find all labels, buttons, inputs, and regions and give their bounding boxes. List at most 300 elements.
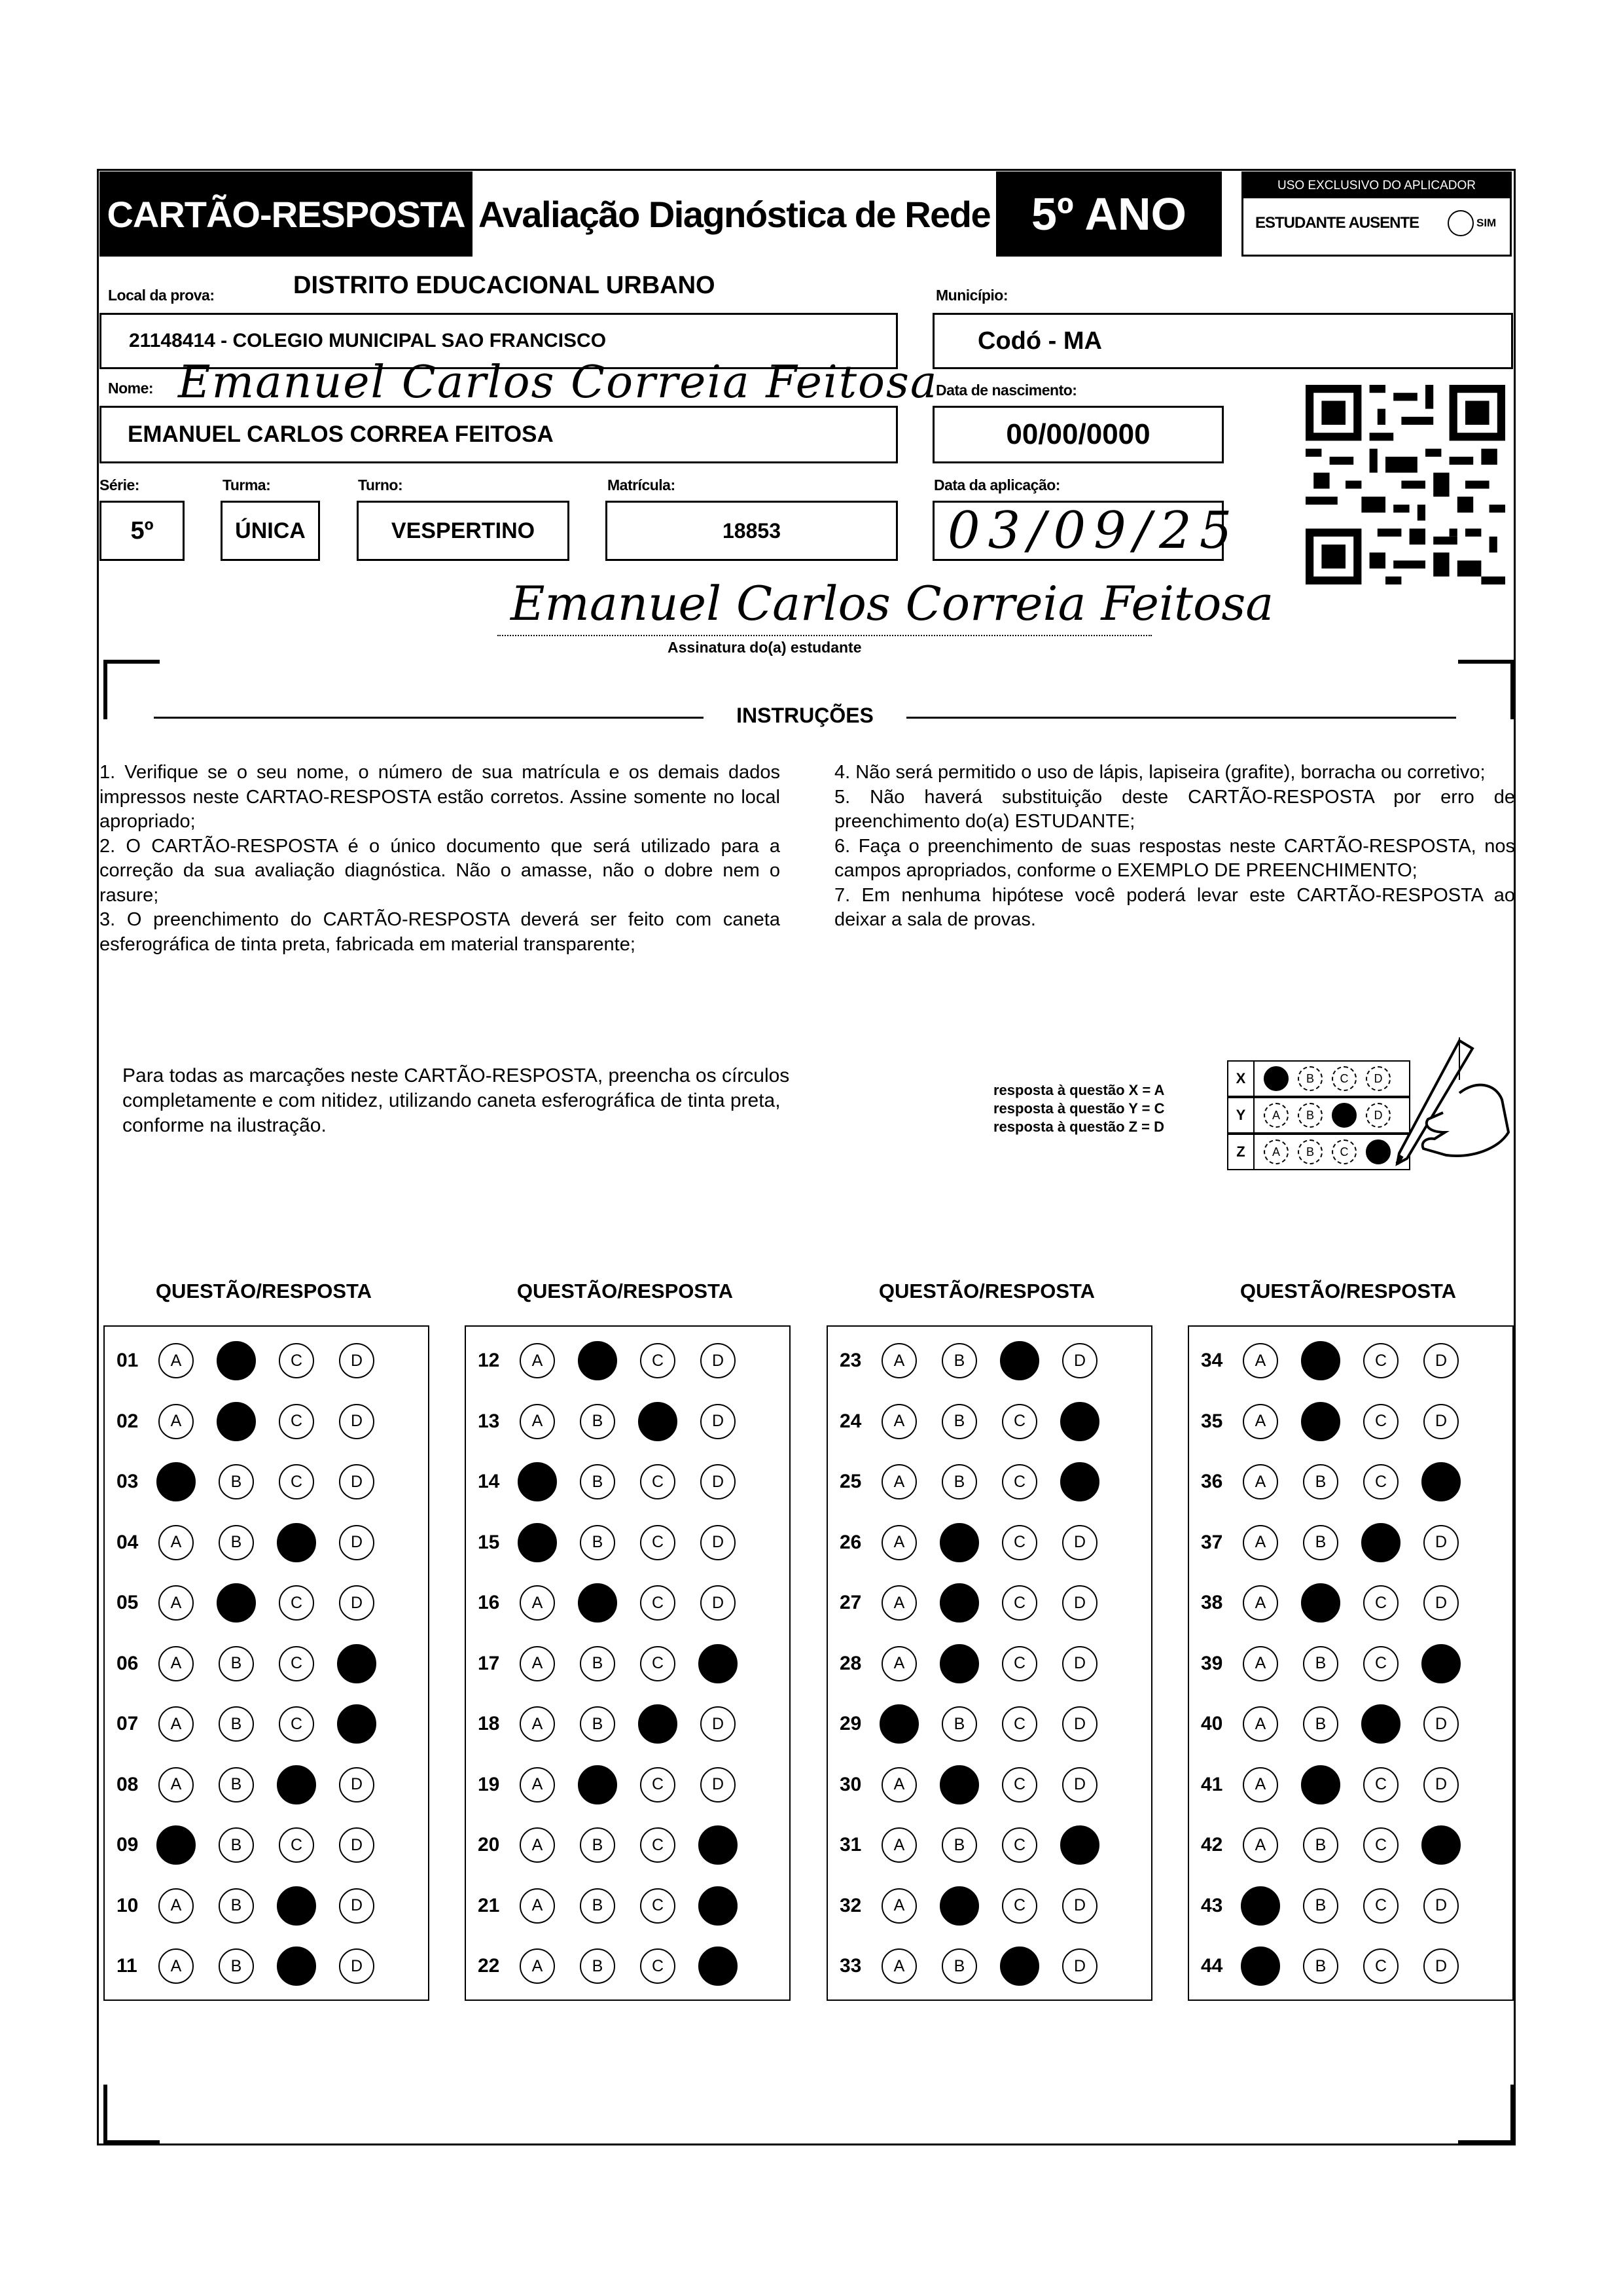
answer-bubble-c[interactable]: C (279, 1343, 314, 1378)
answer-bubble-b[interactable]: B (1303, 1646, 1338, 1681)
answer-bubble-d[interactable]: D (339, 1585, 374, 1621)
answer-bubble-a[interactable]: A (518, 1523, 557, 1562)
answer-column-4 (1188, 1325, 1514, 2001)
question-row-03 (105, 1456, 399, 1508)
answer-bubble-a[interactable]: A (520, 1585, 555, 1621)
answer-bubble-c[interactable]: C (638, 1704, 677, 1744)
answer-bubble-b[interactable]: B (942, 1464, 977, 1499)
answer-bubble-d[interactable]: D (1060, 1402, 1099, 1441)
answer-bubble-b[interactable]: B (580, 1706, 615, 1742)
student-signature: Emanuel Carlos Correia Feitosa (510, 576, 1274, 631)
instruction-item: 5. Não haverá substituição deste CARTÃO-RESPOSTA por erro de preenchimento do(a) ESTUDANTE; (834, 786, 1515, 832)
answer-bubble-c[interactable]: C (1363, 1888, 1399, 1924)
absent-label: ESTUDANTE AUSENTE (1255, 214, 1419, 232)
question-number: 39 (1201, 1652, 1223, 1674)
question-number: 34 (1201, 1350, 1223, 1371)
question-number: 32 (840, 1894, 862, 1916)
answer-bubble-c[interactable]: C (640, 1948, 675, 1984)
answer-bubble-a[interactable]: A (520, 1646, 555, 1681)
answer-bubble-b[interactable]: B (942, 1827, 977, 1863)
answer-bubble-c[interactable]: C (1363, 1767, 1399, 1803)
answer-bubble-d[interactable]: D (1421, 1462, 1461, 1501)
answer-bubble-c[interactable]: C (279, 1464, 314, 1499)
answer-header-4: QUESTÃO/RESPOSTA (1240, 1280, 1457, 1302)
question-number: 14 (478, 1471, 500, 1492)
answer-bubble-c[interactable]: C (279, 1404, 314, 1439)
question-row-32 (828, 1880, 1122, 1932)
example-row-label: Y (1228, 1098, 1255, 1132)
answer-bubble-a[interactable]: A (520, 1948, 555, 1984)
answer-bubble-b[interactable]: B (219, 1948, 254, 1984)
question-row-43 (1189, 1880, 1484, 1932)
answer-bubble-d[interactable]: D (1062, 1888, 1097, 1924)
answer-bubble-a[interactable]: A (882, 1525, 917, 1560)
answer-bubble-d[interactable]: D (1060, 1462, 1099, 1501)
answer-bubble-d[interactable]: D (1423, 1948, 1459, 1984)
question-number: 16 (478, 1592, 500, 1613)
serie-field (99, 501, 185, 561)
answer-bubble-d[interactable]: D (1423, 1706, 1459, 1742)
answer-bubble-b[interactable]: B (219, 1464, 254, 1499)
question-number: 33 (840, 1955, 862, 1977)
answer-bubble-c[interactable]: C (640, 1525, 675, 1560)
answer-bubble-a[interactable]: A (1243, 1585, 1278, 1621)
answer-bubble-c[interactable]: C (1002, 1827, 1037, 1863)
question-row-01 (105, 1335, 399, 1387)
answer-bubble-c[interactable]: C (640, 1585, 675, 1621)
example-bubble-d: D (1366, 1139, 1391, 1164)
answer-bubble-b[interactable]: B (217, 1583, 256, 1623)
signature-line (497, 635, 1152, 636)
matricula-value: 18853 (722, 518, 781, 543)
answer-bubble-c[interactable]: C (1363, 1343, 1399, 1378)
question-row-35 (1189, 1395, 1484, 1448)
question-number: 41 (1201, 1773, 1223, 1795)
answer-bubble-d[interactable]: D (1423, 1585, 1459, 1621)
nascimento-label: Data de nascimento: (936, 382, 1077, 399)
question-row-29 (828, 1698, 1122, 1750)
answer-bubble-a[interactable]: A (1243, 1767, 1278, 1803)
question-number: 04 (116, 1531, 139, 1553)
answer-bubble-b[interactable]: B (219, 1706, 254, 1742)
answer-bubble-b[interactable]: B (580, 1646, 615, 1681)
question-number: 27 (840, 1592, 862, 1613)
question-number: 36 (1201, 1471, 1223, 1492)
answer-bubble-a[interactable]: A (882, 1948, 917, 1984)
answer-bubble-b[interactable]: B (219, 1525, 254, 1560)
question-row-07 (105, 1698, 399, 1750)
question-number: 28 (840, 1652, 862, 1674)
answer-bubble-b[interactable]: B (942, 1404, 977, 1439)
answer-column-1 (103, 1325, 429, 2001)
answer-bubble-c[interactable]: C (1363, 1585, 1399, 1621)
absent-yes-label: SIM (1476, 217, 1497, 229)
question-row-34 (1189, 1335, 1484, 1387)
instruction-item: 3. O preenchimento do CARTÃO-RESPOSTA deverá ser feito com caneta esferográfica de tinta preta, fabricada em material transparente; (99, 909, 780, 955)
answer-bubble-a[interactable]: A (158, 1343, 194, 1378)
answer-bubble-b[interactable]: B (580, 1888, 615, 1924)
answer-bubble-b[interactable]: B (940, 1765, 979, 1804)
answer-bubble-a[interactable]: A (1243, 1646, 1278, 1681)
question-row-17 (466, 1638, 760, 1690)
answer-bubble-c[interactable]: C (1002, 1706, 1037, 1742)
answer-bubble-c[interactable]: C (1000, 1946, 1039, 1986)
example-bubble-d: D (1366, 1103, 1391, 1128)
question-number: 29 (840, 1713, 862, 1734)
pen-hand-icon (1361, 1034, 1515, 1185)
question-row-40 (1189, 1698, 1484, 1750)
answer-bubble-d[interactable]: D (1062, 1343, 1097, 1378)
answer-bubble-b[interactable]: B (219, 1827, 254, 1863)
question-number: 38 (1201, 1592, 1223, 1613)
question-number: 44 (1201, 1955, 1223, 1977)
answer-bubble-d[interactable]: D (1062, 1525, 1097, 1560)
answer-bubble-d[interactable]: D (337, 1644, 376, 1683)
answer-bubble-d[interactable]: D (1423, 1404, 1459, 1439)
birthdate-field (933, 406, 1224, 463)
turno-label: Turno: (358, 476, 403, 493)
turma-field (221, 501, 320, 561)
answer-bubble-c[interactable]: C (1002, 1585, 1037, 1621)
answer-bubble-b[interactable]: B (942, 1706, 977, 1742)
answer-bubble-d[interactable]: D (339, 1525, 374, 1560)
answer-bubble-a[interactable]: A (1243, 1525, 1278, 1560)
example-row-label: X (1228, 1062, 1255, 1096)
answer-bubble-c[interactable]: C (277, 1886, 316, 1926)
answer-bubble-b[interactable]: B (578, 1765, 617, 1804)
answer-bubble-b[interactable]: B (1303, 1464, 1338, 1499)
question-number: 05 (116, 1592, 139, 1613)
answer-bubble-c[interactable]: C (640, 1464, 675, 1499)
answer-bubble-b[interactable]: B (940, 1886, 979, 1926)
question-row-12 (466, 1335, 760, 1387)
answer-bubble-d[interactable]: D (339, 1888, 374, 1924)
answer-bubble-b[interactable]: B (1301, 1765, 1340, 1804)
answer-bubble-c[interactable]: C (277, 1765, 316, 1804)
question-row-14 (466, 1456, 760, 1508)
answer-bubble-d[interactable]: D (1060, 1825, 1099, 1865)
question-row-11 (105, 1940, 399, 1992)
question-number: 23 (840, 1350, 862, 1371)
answer-bubble-c[interactable]: C (1363, 1827, 1399, 1863)
example-bubble-d: D (1366, 1066, 1391, 1091)
answer-bubble-b[interactable]: B (217, 1341, 256, 1380)
answer-bubble-c[interactable]: C (1002, 1525, 1037, 1560)
answer-bubble-b[interactable]: B (940, 1523, 979, 1562)
question-number: 12 (478, 1350, 500, 1371)
question-number: 25 (840, 1471, 862, 1492)
answer-bubble-d[interactable]: D (1062, 1767, 1097, 1803)
question-row-37 (1189, 1516, 1484, 1569)
answer-bubble-a[interactable]: A (1243, 1827, 1278, 1863)
answer-bubble-d[interactable]: D (1062, 1646, 1097, 1681)
example-bubble-c: C (1332, 1139, 1357, 1164)
question-row-19 (466, 1759, 760, 1811)
answer-bubble-a[interactable]: A (158, 1706, 194, 1742)
answer-bubble-d[interactable]: D (1423, 1767, 1459, 1803)
answer-bubble-a[interactable]: A (156, 1462, 196, 1501)
answer-bubble-b[interactable]: B (580, 1827, 615, 1863)
instructions-title: INSTRUÇÕES (736, 704, 874, 727)
answer-bubble-b[interactable]: B (578, 1341, 617, 1380)
answer-bubble-a[interactable]: A (518, 1462, 557, 1501)
answer-bubble-c[interactable]: C (640, 1767, 675, 1803)
answer-bubble-d[interactable]: D (339, 1404, 374, 1439)
answer-bubble-a[interactable]: A (520, 1343, 555, 1378)
instruction-item: 7. Em nenhuma hipótese você poderá levar este CARTÃO-RESPOSTA ao deixar a sala de provas. (834, 884, 1515, 930)
answer-bubble-c[interactable]: C (1002, 1767, 1037, 1803)
answer-bubble-a[interactable]: A (158, 1767, 194, 1803)
question-row-18 (466, 1698, 760, 1750)
aplicacao-field (933, 501, 1240, 561)
answer-bubble-c[interactable]: C (1000, 1341, 1039, 1380)
answer-bubble-a[interactable]: A (882, 1343, 917, 1378)
answer-bubble-c[interactable]: C (279, 1827, 314, 1863)
answer-bubble-d[interactable]: D (700, 1706, 736, 1742)
question-row-28 (828, 1638, 1122, 1690)
answer-bubble-a[interactable]: A (1241, 1886, 1280, 1926)
answer-bubble-c[interactable]: C (1361, 1523, 1400, 1562)
answer-bubble-b[interactable]: B (580, 1525, 615, 1560)
answer-bubble-d[interactable]: D (698, 1946, 738, 1986)
answer-bubble-d[interactable]: D (700, 1585, 736, 1621)
answer-bubble-d[interactable]: D (1421, 1644, 1461, 1683)
answer-bubble-d[interactable]: D (1062, 1948, 1097, 1984)
answer-bubble-a[interactable]: A (158, 1404, 194, 1439)
answer-bubble-a[interactable]: A (882, 1646, 917, 1681)
answer-bubble-b[interactable]: B (942, 1948, 977, 1984)
answer-bubble-d[interactable]: D (1062, 1706, 1097, 1742)
answer-bubble-c[interactable]: C (1363, 1948, 1399, 1984)
corner-mark-bottom-left (103, 2085, 160, 2144)
question-row-39 (1189, 1638, 1484, 1690)
answer-bubble-a[interactable]: A (158, 1646, 194, 1681)
question-row-02 (105, 1395, 399, 1448)
answer-header-2: QUESTÃO/RESPOSTA (516, 1280, 734, 1302)
question-number: 09 (116, 1834, 139, 1856)
answer-bubble-b[interactable]: B (219, 1888, 254, 1924)
answer-bubble-a[interactable]: A (158, 1948, 194, 1984)
answer-bubble-d[interactable]: D (1423, 1888, 1459, 1924)
answer-bubble-b[interactable]: B (219, 1646, 254, 1681)
answer-bubble-b[interactable]: B (1303, 1888, 1338, 1924)
municipio-label: Município: (936, 287, 1008, 304)
answer-header-1: QUESTÃO/RESPOSTA (155, 1280, 372, 1302)
question-row-22 (466, 1940, 760, 1992)
answer-bubble-c[interactable]: C (640, 1343, 675, 1378)
example-row-label: Z (1228, 1135, 1255, 1169)
answer-bubble-c[interactable]: C (640, 1827, 675, 1863)
answer-bubble-c[interactable]: C (279, 1646, 314, 1681)
question-row-04 (105, 1516, 399, 1569)
answer-bubble-a[interactable]: A (156, 1825, 196, 1865)
answer-bubble-c[interactable]: C (1363, 1464, 1399, 1499)
answer-bubble-b[interactable]: B (1301, 1583, 1340, 1623)
handwritten-name: Emanuel Carlos Correia Feitosa (178, 357, 938, 408)
answer-bubble-a[interactable]: A (880, 1704, 919, 1744)
question-row-30 (828, 1759, 1122, 1811)
answer-bubble-d[interactable]: D (700, 1343, 736, 1378)
answer-bubble-c[interactable]: C (277, 1946, 316, 1986)
answer-bubble-c[interactable]: C (279, 1585, 314, 1621)
answer-bubble-d[interactable]: D (698, 1886, 738, 1926)
answer-bubble-a[interactable]: A (520, 1404, 555, 1439)
card-title: CARTÃO-RESPOSTA (99, 171, 473, 257)
turno-value: VESPERTINO (391, 518, 535, 543)
answer-bubble-b[interactable]: B (1303, 1948, 1338, 1984)
answer-bubble-a[interactable]: A (882, 1585, 917, 1621)
answer-bubble-b[interactable]: B (940, 1583, 979, 1623)
turno-field (357, 501, 569, 561)
question-row-05 (105, 1577, 399, 1629)
answer-bubble-b[interactable]: B (580, 1464, 615, 1499)
answer-bubble-d[interactable]: D (698, 1644, 738, 1683)
answer-bubble-b[interactable]: B (1303, 1706, 1338, 1742)
answer-bubble-c[interactable]: C (279, 1706, 314, 1742)
turma-label: Turma: (223, 476, 271, 493)
answer-bubble-d[interactable]: D (339, 1948, 374, 1984)
matricula-label: Matrícula: (607, 476, 675, 493)
answer-bubble-b[interactable]: B (942, 1343, 977, 1378)
aplicacao-label: Data da aplicação: (934, 476, 1060, 493)
answer-bubble-c[interactable]: C (1002, 1404, 1037, 1439)
question-number: 35 (1201, 1410, 1223, 1432)
answer-bubble-c[interactable]: C (1361, 1704, 1400, 1744)
corner-mark-top-right (1458, 660, 1514, 719)
answer-bubble-c[interactable]: C (1002, 1888, 1037, 1924)
grade-label: 5º ANO (996, 171, 1222, 257)
question-row-06 (105, 1638, 399, 1690)
answer-bubble-a[interactable]: A (520, 1706, 555, 1742)
example-bubble-c: C (1332, 1066, 1357, 1091)
answer-bubble-d[interactable]: D (339, 1827, 374, 1863)
instructions-left (99, 761, 780, 957)
answer-bubble-c[interactable]: C (640, 1646, 675, 1681)
answer-bubble-c[interactable]: C (1002, 1646, 1037, 1681)
answer-bubble-b[interactable]: B (1301, 1341, 1340, 1380)
question-row-13 (466, 1395, 760, 1448)
municipio-value: Codó - MA (978, 327, 1102, 355)
question-number: 31 (840, 1834, 862, 1856)
question-row-24 (828, 1395, 1122, 1448)
aplicacao-value: 03/09/25 (948, 501, 1240, 560)
answer-bubble-d[interactable]: D (1062, 1585, 1097, 1621)
answer-bubble-a[interactable]: A (1243, 1706, 1278, 1742)
answer-bubble-d[interactable]: D (339, 1464, 374, 1499)
answer-bubble-c[interactable]: C (1002, 1464, 1037, 1499)
answer-bubble-d[interactable]: D (700, 1404, 736, 1439)
question-number: 02 (116, 1410, 139, 1432)
answer-bubble-d[interactable]: D (1423, 1343, 1459, 1378)
answer-bubble-d[interactable]: D (1421, 1825, 1461, 1865)
answer-bubble-a[interactable]: A (882, 1767, 917, 1803)
answer-bubble-a[interactable]: A (882, 1827, 917, 1863)
answer-bubble-a[interactable]: A (520, 1767, 555, 1803)
answer-bubble-a[interactable]: A (520, 1888, 555, 1924)
absent-checkbox[interactable] (1448, 210, 1474, 236)
question-number: 26 (840, 1531, 862, 1553)
school-value: 21148414 - COLEGIO MUNICIPAL SAO FRANCISCO (129, 330, 607, 351)
question-number: 07 (116, 1713, 139, 1734)
answer-bubble-d[interactable]: D (339, 1343, 374, 1378)
answer-bubble-b[interactable]: B (940, 1644, 979, 1683)
question-number: 13 (478, 1410, 500, 1432)
answer-bubble-c[interactable]: C (638, 1402, 677, 1441)
question-number: 22 (478, 1955, 500, 1977)
question-number: 17 (478, 1652, 500, 1674)
instructions-right (834, 761, 1515, 933)
answer-bubble-d[interactable]: D (700, 1464, 736, 1499)
answer-bubble-b[interactable]: B (1301, 1402, 1340, 1441)
answer-bubble-b[interactable]: B (1303, 1827, 1338, 1863)
answer-bubble-a[interactable]: A (158, 1888, 194, 1924)
answer-column-2 (465, 1325, 791, 2001)
name-field (99, 406, 898, 463)
matricula-field (605, 501, 898, 561)
answer-bubble-c[interactable]: C (1363, 1646, 1399, 1681)
example-legend-item: resposta à questão X = A (993, 1082, 1165, 1098)
answer-bubble-b[interactable]: B (580, 1404, 615, 1439)
example-bubble-a: A (1264, 1139, 1289, 1164)
answer-bubble-c[interactable]: C (640, 1888, 675, 1924)
question-row-44 (1189, 1940, 1484, 1992)
answer-bubble-b[interactable]: B (219, 1767, 254, 1803)
answer-bubble-d[interactable]: D (700, 1525, 736, 1560)
answer-bubble-d[interactable]: D (1423, 1525, 1459, 1560)
answer-bubble-a[interactable]: A (1243, 1343, 1278, 1378)
answer-bubble-d[interactable]: D (337, 1704, 376, 1744)
question-row-16 (466, 1577, 760, 1629)
answer-bubble-a[interactable]: A (882, 1464, 917, 1499)
question-row-42 (1189, 1819, 1484, 1871)
instructions-rule-right (906, 717, 1456, 719)
answer-bubble-a[interactable]: A (158, 1585, 194, 1621)
question-row-26 (828, 1516, 1122, 1569)
answer-bubble-b[interactable]: B (578, 1583, 617, 1623)
answer-bubble-b[interactable]: B (1303, 1525, 1338, 1560)
answer-bubble-b[interactable]: B (217, 1402, 256, 1441)
question-row-33 (828, 1940, 1122, 1992)
answer-bubble-d[interactable]: D (700, 1767, 736, 1803)
answer-bubble-d[interactable]: D (698, 1825, 738, 1865)
corner-mark-top-left (103, 660, 160, 719)
answer-bubble-a[interactable]: A (882, 1888, 917, 1924)
example-bubble-a: A (1264, 1066, 1289, 1091)
answer-bubble-a[interactable]: A (1241, 1946, 1280, 1986)
answer-bubble-a[interactable]: A (158, 1525, 194, 1560)
answer-bubble-a[interactable]: A (1243, 1464, 1278, 1499)
example-legend (993, 1081, 1164, 1136)
question-row-31 (828, 1819, 1122, 1871)
qr-code-icon (1306, 385, 1505, 584)
example-bubble-b: B (1298, 1103, 1323, 1128)
local-district: DISTRITO EDUCACIONAL URBANO (293, 272, 715, 299)
question-row-27 (828, 1577, 1122, 1629)
question-number: 42 (1201, 1834, 1223, 1856)
question-number: 37 (1201, 1531, 1223, 1553)
answer-bubble-c[interactable]: C (277, 1523, 316, 1562)
question-number: 19 (478, 1773, 500, 1795)
question-row-15 (466, 1516, 760, 1569)
answer-bubble-a[interactable]: A (882, 1404, 917, 1439)
question-number: 24 (840, 1410, 862, 1432)
question-number: 01 (116, 1350, 139, 1371)
answer-bubble-b[interactable]: B (580, 1948, 615, 1984)
answer-bubble-d[interactable]: D (339, 1767, 374, 1803)
answer-bubble-a[interactable]: A (520, 1827, 555, 1863)
answer-bubble-a[interactable]: A (1243, 1404, 1278, 1439)
answer-bubble-c[interactable]: C (1363, 1404, 1399, 1439)
